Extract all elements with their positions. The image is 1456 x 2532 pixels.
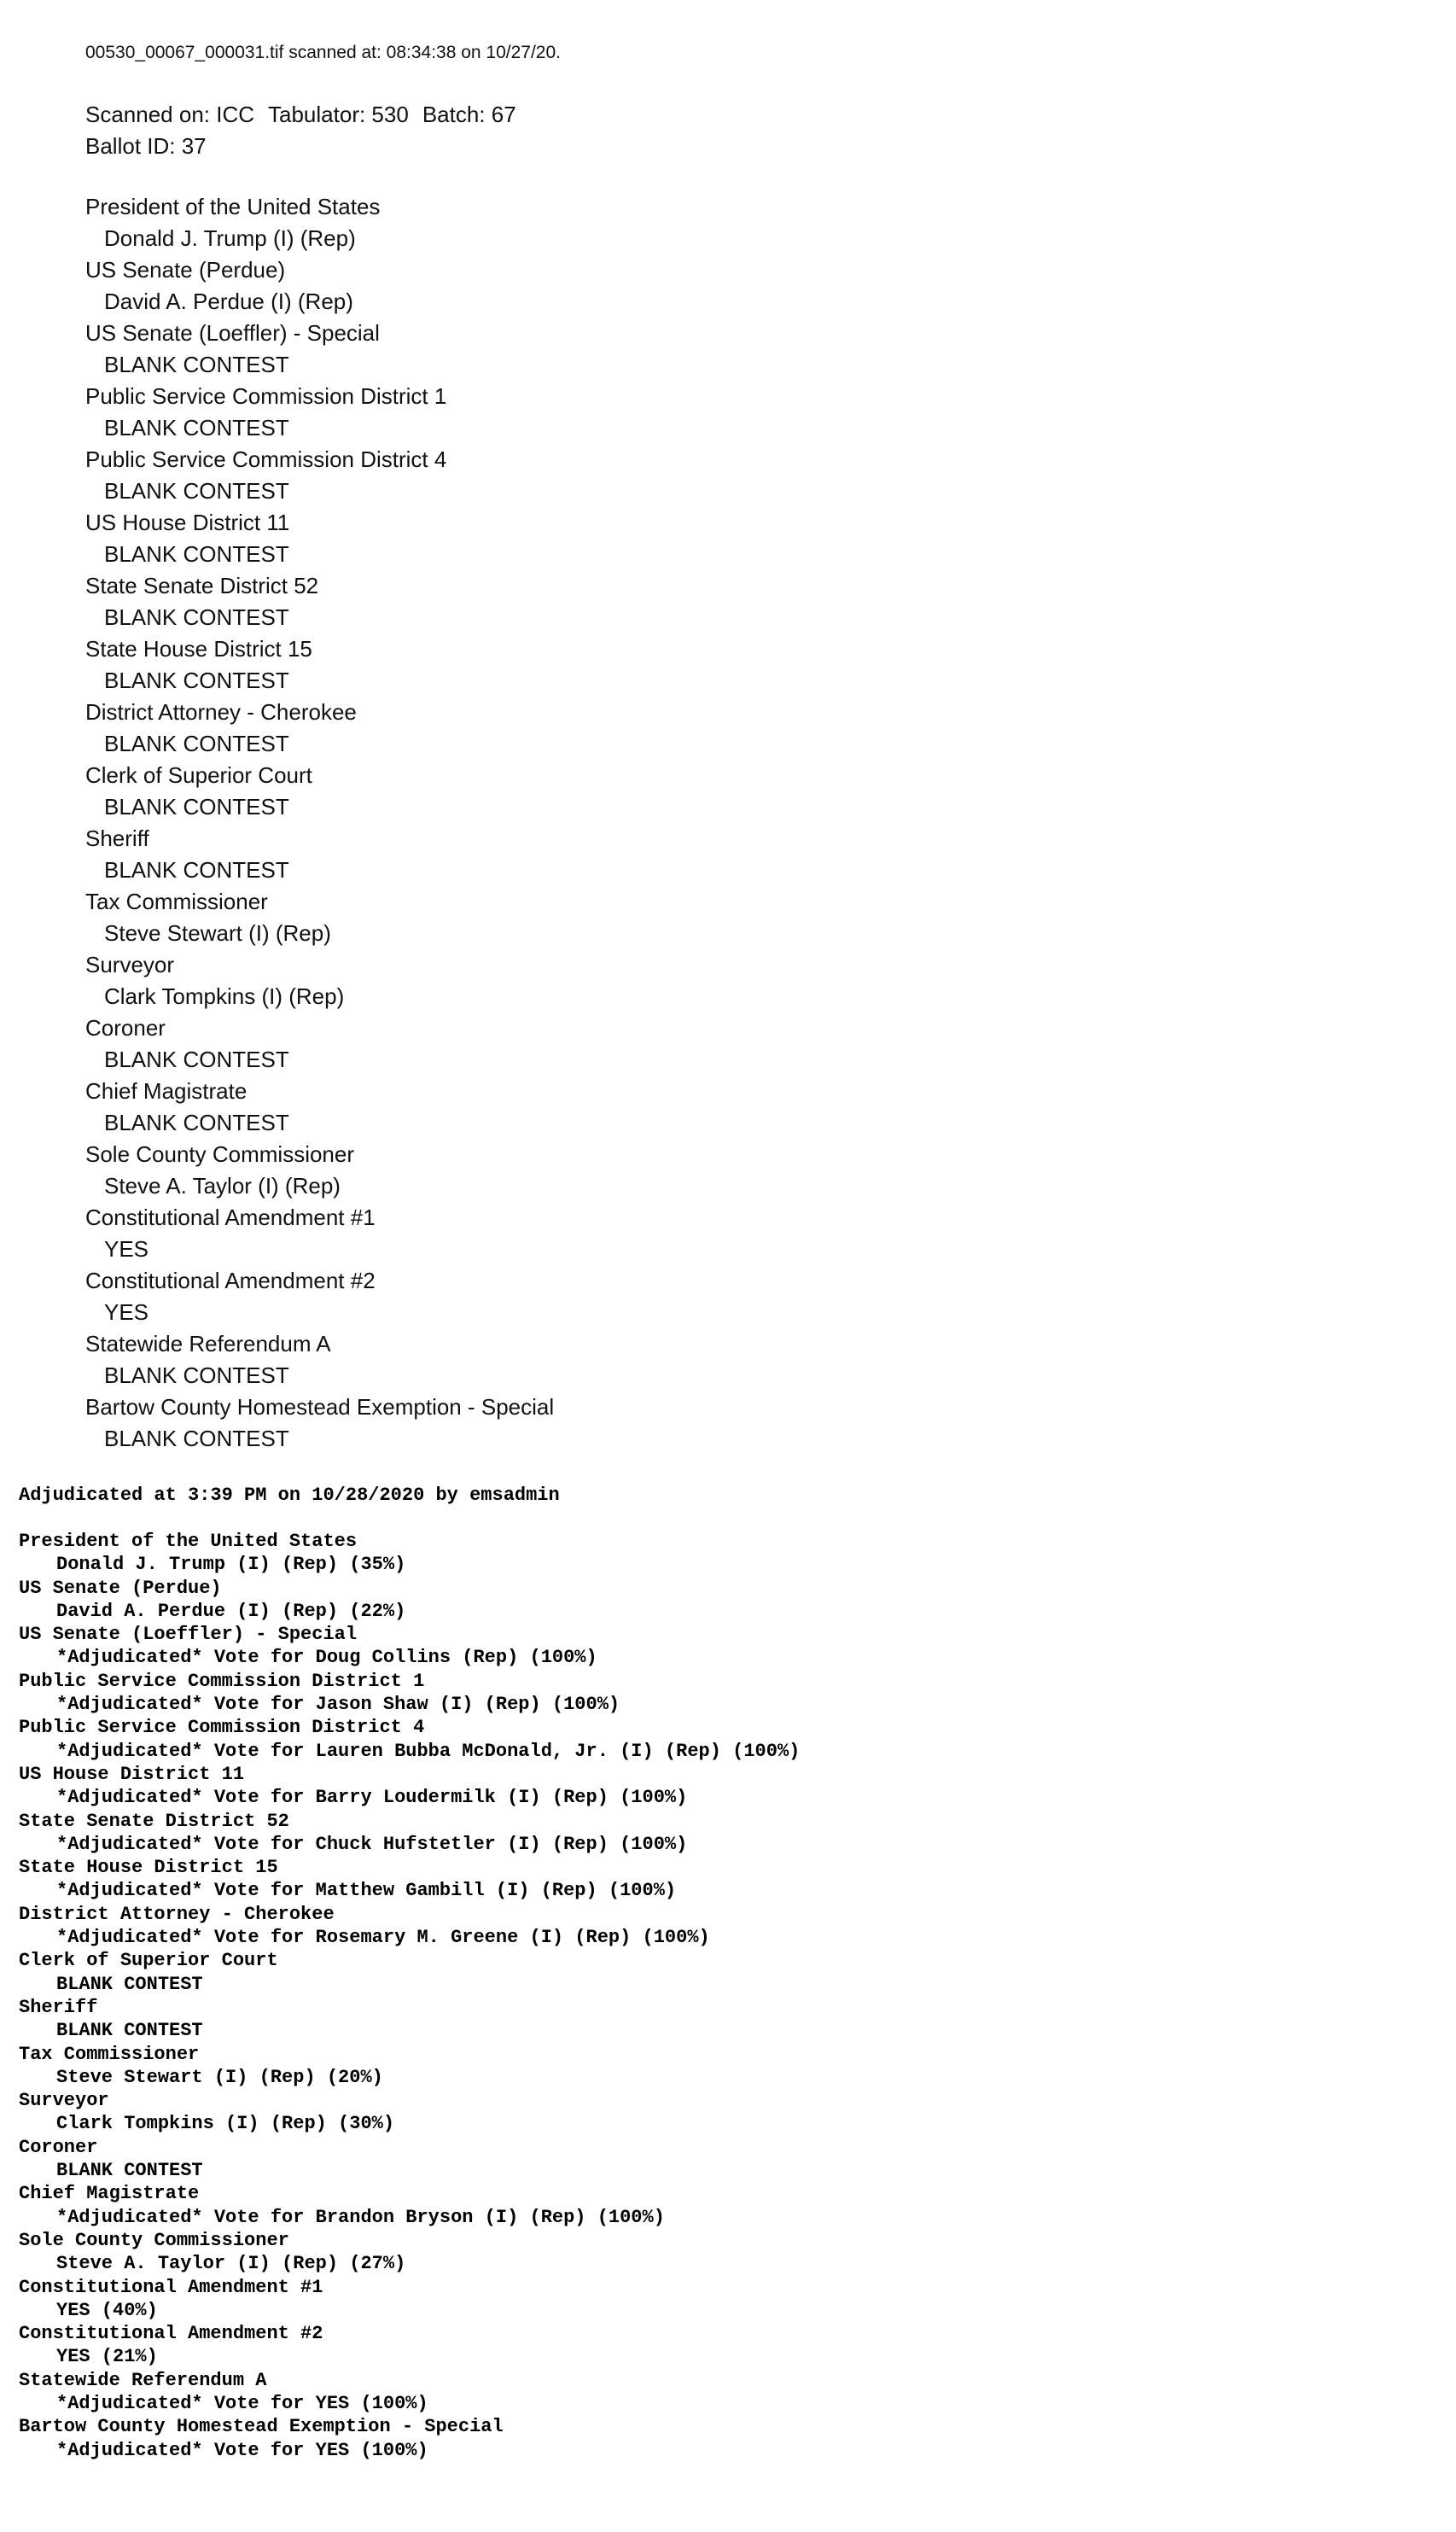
- contest-choice: *Adjudicated* Vote for Jason Shaw (I) (Rep) (100%): [56, 1694, 620, 1716]
- contest-name: President of the United States: [85, 194, 381, 219]
- contest-name: Constitutional Amendment #1: [19, 2276, 323, 2298]
- contest-name: US House District 11: [85, 510, 290, 535]
- ballot-id-label: Ballot ID: 37: [85, 133, 207, 159]
- contest-choice: *Adjudicated* Vote for YES (100%): [56, 2439, 428, 2461]
- contest-name: Tax Commissioner: [85, 889, 268, 914]
- contest-name: Clerk of Superior Court: [19, 1950, 278, 1972]
- contest-choice: *Adjudicated* Vote for Brandon Bryson (I) (Rep) (100%): [56, 2206, 665, 2228]
- contest-choice: David A. Perdue (I) (Rep): [104, 289, 353, 314]
- contest-choice: Steve A. Taylor (I) (Rep): [104, 1173, 341, 1199]
- contest-choice: BLANK CONTEST: [104, 668, 289, 693]
- contest-choice: BLANK CONTEST: [104, 478, 289, 504]
- contest-choice: *Adjudicated* Vote for Lauren Bubba McDonald, Jr. (I) (Rep) (100%): [56, 1740, 801, 1762]
- contest-name: Tax Commissioner: [19, 2043, 200, 2065]
- contest-choice: BLANK CONTEST: [104, 604, 289, 630]
- contest-choice: Donald J. Trump (I) (Rep) (35%): [56, 1554, 406, 1576]
- scanned-on-label: Scanned on: ICC: [85, 102, 255, 127]
- contest-name: Constitutional Amendment #2: [85, 1268, 376, 1293]
- contest-name: Sheriff: [85, 826, 149, 851]
- contest-name: Constitutional Amendment #1: [85, 1205, 376, 1230]
- contest-name: Public Service Commission District 4: [85, 446, 447, 472]
- contest-name: Surveyor: [19, 2090, 109, 2112]
- contest-name: District Attorney - Cherokee: [19, 1903, 335, 1925]
- contest-choice: Clark Tompkins (I) (Rep): [104, 983, 345, 1009]
- contest-choice: Donald J. Trump (I) (Rep): [104, 225, 356, 251]
- contest-name: Public Service Commission District 4: [19, 1717, 425, 1739]
- scan-meta-row: [85, 99, 561, 131]
- contest-name: US Senate (Loeffler) - Special: [85, 320, 380, 346]
- scan-metadata: [85, 99, 561, 162]
- contest-name: Coroner: [19, 2136, 98, 2158]
- contest-name: Coroner: [85, 1015, 166, 1041]
- contest-name: Public Service Commission District 1: [85, 383, 447, 409]
- contest-choice: BLANK CONTEST: [104, 352, 289, 377]
- contest-name: Bartow County Homestead Exemption - Special: [19, 2416, 504, 2438]
- contest-choice: BLANK CONTEST: [104, 1110, 289, 1135]
- contest-name: US Senate (Perdue): [85, 257, 286, 283]
- contest-name: US Senate (Loeffler) - Special: [19, 1624, 358, 1646]
- contest-choice: BLANK CONTEST: [56, 1973, 203, 1995]
- contest-choice: BLANK CONTEST: [104, 1047, 289, 1072]
- contest-choice: BLANK CONTEST: [104, 731, 289, 756]
- contest-choice: YES: [104, 1299, 149, 1325]
- contest-choice: BLANK CONTEST: [104, 541, 289, 567]
- contest-choice: *Adjudicated* Vote for Barry Loudermilk (I) (Rep) (100%): [56, 1787, 688, 1809]
- contest-name: Sole County Commissioner: [19, 2229, 289, 2251]
- contest-name: Sheriff: [19, 1996, 98, 2018]
- contest-name: President of the United States: [19, 1531, 358, 1552]
- contest-name: Statewide Referendum A: [19, 2369, 267, 2391]
- batch-label: Batch: 67: [422, 102, 516, 127]
- contest-name: Constitutional Amendment #2: [19, 2323, 323, 2345]
- ballot-scan-section: [85, 38, 561, 1455]
- contest-choice: BLANK CONTEST: [104, 1362, 289, 1388]
- contest-choice: BLANK CONTEST: [104, 415, 289, 440]
- contest-choice: YES (21%): [56, 2346, 158, 2368]
- contest-choice: *Adjudicated* Vote for Rosemary M. Greene (I) (Rep) (100%): [56, 1927, 710, 1949]
- contest-name: Clerk of Superior Court: [85, 762, 312, 788]
- contest-choice: YES (40%): [56, 2299, 158, 2321]
- contest-name: Statewide Referendum A: [85, 1331, 331, 1356]
- contest-choice: *Adjudicated* Vote for Matthew Gambill (I) (Rep) (100%): [56, 1880, 677, 1902]
- contest-choice: *Adjudicated* Vote for Doug Collins (Rep) (100%): [56, 1647, 597, 1669]
- contest-choice: BLANK CONTEST: [104, 857, 289, 883]
- contest-choice: Clark Tompkins (I) (Rep) (30%): [56, 2113, 395, 2135]
- contest-name: State House District 15: [85, 636, 312, 662]
- contest-name: State Senate District 52: [85, 573, 319, 598]
- contest-choice: *Adjudicated* Vote for Chuck Hufstetler (I) (Rep) (100%): [56, 1833, 688, 1855]
- tabulator-label: Tabulator: 530: [268, 102, 409, 127]
- contest-name: Sole County Commissioner: [85, 1141, 355, 1167]
- contest-choice: Steve A. Taylor (I) (Rep) (27%): [56, 2253, 406, 2275]
- contest-choice: *Adjudicated* Vote for YES (100%): [56, 2392, 428, 2414]
- contest-name: Public Service Commission District 1: [19, 1670, 425, 1692]
- contest-name: State Senate District 52: [19, 1810, 289, 1832]
- contest-choice: Steve Stewart (I) (Rep): [104, 920, 331, 946]
- contest-name: US Senate (Perdue): [19, 1577, 222, 1599]
- contest-choice: BLANK CONTEST: [104, 794, 289, 820]
- contest-choice: BLANK CONTEST: [104, 1426, 289, 1451]
- scan-header: 00530_00067_000031.tif scanned at: 08:34:38 on 10/27/20.: [85, 43, 561, 62]
- contest-name: Chief Magistrate: [19, 2183, 200, 2205]
- contest-name: Chief Magistrate: [85, 1078, 248, 1104]
- scan-contest-list: [85, 191, 561, 1455]
- contest-name: US House District 11: [19, 1763, 245, 1785]
- contest-name: District Attorney - Cherokee: [85, 699, 357, 725]
- adjudication-contest-list: [19, 1530, 800, 2462]
- adjudication-header: Adjudicated at 3:39 PM on 10/28/2020 by emsadmin: [19, 1485, 560, 1506]
- contest-name: State House District 15: [19, 1857, 278, 1879]
- contest-choice: BLANK CONTEST: [56, 2020, 203, 2042]
- contest-name: Surveyor: [85, 952, 175, 977]
- contest-choice: BLANK CONTEST: [56, 2160, 203, 2182]
- contest-name: Bartow County Homestead Exemption - Special: [85, 1394, 555, 1420]
- contest-choice: David A. Perdue (I) (Rep) (22%): [56, 1600, 406, 1622]
- adjudication-section: [19, 1484, 800, 2462]
- contest-choice: YES: [104, 1236, 149, 1262]
- contest-choice: Steve Stewart (I) (Rep) (20%): [56, 2066, 383, 2088]
